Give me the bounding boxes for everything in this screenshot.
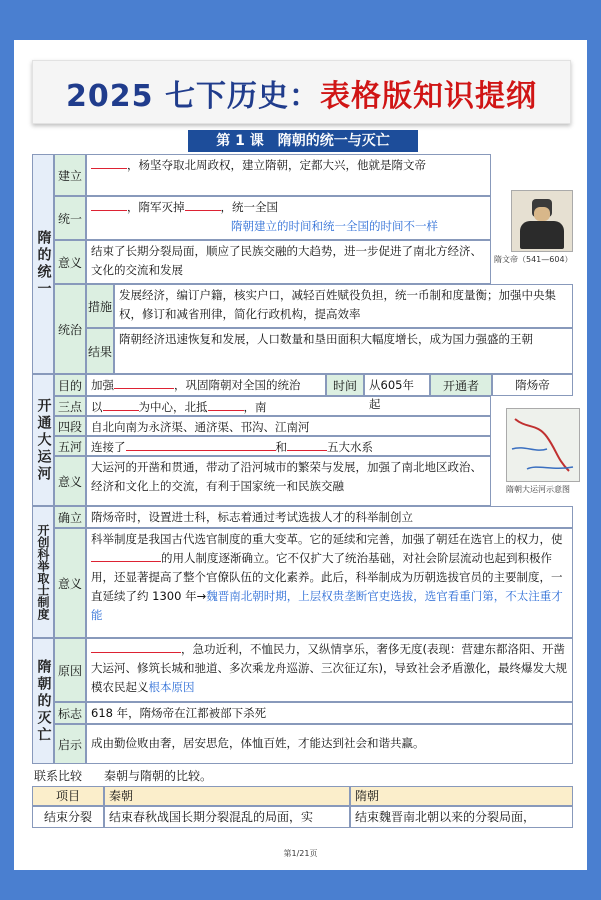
- fill-blank: [287, 438, 327, 451]
- map-graphic: [507, 409, 579, 481]
- label-establish: 建立: [54, 154, 86, 196]
- row-exam-significance: 科举制度是我国古代选官制度的重大变革。它的延续和完善，加强了朝廷在选官上的权力，使的用人制度逐渐确立。它不仅扩大了统治基础，对社会阶层流动也起到积极作用，还显著提高了整个官僚队伍的文化素养。此后，科举制成为历朝选拔官员的主要制度，一直延续了约 1300 年→魏晋南北朝时期，上层权贵垄断官吏选拔，选官看重门第，不太注重才能: [86, 528, 573, 638]
- document-page: [14, 40, 587, 870]
- row-five-rivers: 连接了 和 五大水系: [86, 436, 491, 456]
- label-lesson: 启示: [54, 724, 86, 764]
- value-time: 从605年起: [364, 374, 430, 396]
- page-number: 第1/21页: [283, 849, 318, 858]
- row-establishment: 隋炀帝时，设置进士科，标志着通过考试选拔人才的科举制创立: [86, 506, 573, 528]
- title-banner: [32, 60, 571, 124]
- map-caption: 隋朝大运河示意图: [506, 485, 570, 494]
- label-cause: 原因: [54, 638, 86, 702]
- section-sui-fall: 隋朝的灭亡: [32, 638, 54, 764]
- row-cause: ，急功近利，不恤民力，又纵情享乐，奢侈无度(表现：营建东都洛阳、开凿大运河、修筑长城和驰道、多次乘龙舟巡游、三次征辽东)，导致社会矛盾激化，最终爆发大规模农民起义根本原因: [86, 638, 573, 702]
- label-three-points: 三点: [54, 396, 86, 416]
- label-exam-significance: 意义: [54, 528, 86, 638]
- portrait-robe: [520, 221, 564, 249]
- fill-blank: [185, 198, 221, 211]
- compare-header-qin: 秦朝: [104, 786, 350, 806]
- compare-header-sui: 隋朝: [350, 786, 573, 806]
- label-establishment: 确立: [54, 506, 86, 528]
- row-marker: 618 年，隋炀帝在江都被部下杀死: [86, 702, 573, 724]
- label-marker: 标志: [54, 702, 86, 724]
- fill-blank: [208, 398, 244, 411]
- label-opener: 开通者: [430, 374, 492, 396]
- compare-row-sui: 结束魏晋南北朝以来的分裂局面，: [350, 806, 573, 828]
- annotation-note: 魏晋南北朝时期，上层权贵垄断官吏选拔，选官看重门第，不太注重才能: [91, 589, 563, 622]
- value-opener: 隋炀帝: [492, 374, 573, 396]
- fill-blank: [126, 438, 276, 451]
- row-three-points: 以 为中心，北抵 ，南: [86, 396, 491, 416]
- row-establish: ，杨坚夺取北周政权，建立隋朝，定都大兴，他就是隋文帝: [86, 154, 491, 196]
- section-grand-canal: 开通大运河: [32, 374, 54, 506]
- grand-canal-map: [506, 408, 580, 482]
- emperor-wen-portrait: [511, 190, 573, 252]
- lesson-heading: 第 1 课 隋朝的统一与灭亡: [188, 130, 418, 152]
- section-imperial-exam: 开创科举取士制度: [32, 506, 54, 638]
- compare-header-item: 项目: [32, 786, 104, 806]
- label-unify: 统一: [54, 196, 86, 240]
- fill-blank: [114, 376, 174, 389]
- row-result: 隋朝经济迅速恢复和发展，人口数量和垦田面积大幅度增长，成为国力强盛的王朝: [114, 328, 573, 374]
- compare-row-label: 结束分裂: [32, 806, 104, 828]
- label-purpose: 目的: [54, 374, 86, 396]
- label-four-sections: 四段: [54, 416, 86, 436]
- portrait-caption: 隋文帝（541—604）: [494, 255, 573, 264]
- row-four-sections: 自北向南为永济渠、通济渠、邗沟、江南河: [86, 416, 491, 436]
- label-measures: 措施: [86, 284, 114, 328]
- fill-blank: [103, 398, 139, 411]
- label-significance: 意义: [54, 240, 86, 284]
- row-measures: 发展经济，编订户籍，核实户口，减轻百姓赋役负担，统一币制和度量衡；加强中央集权，修订和减省刑律，简化行政机构，提高效率: [114, 284, 573, 328]
- row-unify: ，隋军灭掉 ，统一全国 隋朝建立的时间和统一全国的时间不一样: [86, 196, 491, 240]
- fill-blank: [91, 156, 127, 169]
- row-canal-significance: 大运河的开凿和贯通，带动了沿河城市的繁荣与发展，加强了南北地区政治、经济和文化上的交流，有利于国家统一和民族交融: [86, 456, 491, 506]
- annotation-note: 隋朝建立的时间和统一全国的时间不一样: [231, 219, 438, 233]
- comparison-intro: 联系比较 秦朝与隋朝的比较。: [34, 769, 213, 783]
- portrait-face: [534, 207, 550, 221]
- section-sui-unification: 隋的统一: [32, 154, 54, 374]
- row-lesson: 成由勤俭败由奢，居安思危，体恤百姓，才能达到社会和谐共赢。: [86, 724, 573, 764]
- row-significance: 结束了长期分裂局面，顺应了民族交融的大趋势，进一步促进了南北方经济、文化的交流和发展: [86, 240, 491, 284]
- row-purpose: 加强 ，巩固隋朝对全国的统治: [86, 374, 326, 396]
- fill-blank: [91, 198, 127, 211]
- compare-row-qin: 结束春秋战国长期分裂混乱的局面，实: [104, 806, 350, 828]
- fill-blank: [91, 640, 181, 653]
- label-canal-significance: 意义: [54, 456, 86, 506]
- label-five-rivers: 五河: [54, 436, 86, 456]
- page-title: 2025 七下历史：表格版知识提纲: [66, 79, 537, 114]
- annotation-note: 根本原因: [148, 680, 195, 694]
- label-time: 时间: [326, 374, 364, 396]
- fill-blank: [91, 549, 161, 562]
- label-result: 结果: [86, 328, 114, 374]
- label-rule: 统治: [54, 284, 86, 374]
